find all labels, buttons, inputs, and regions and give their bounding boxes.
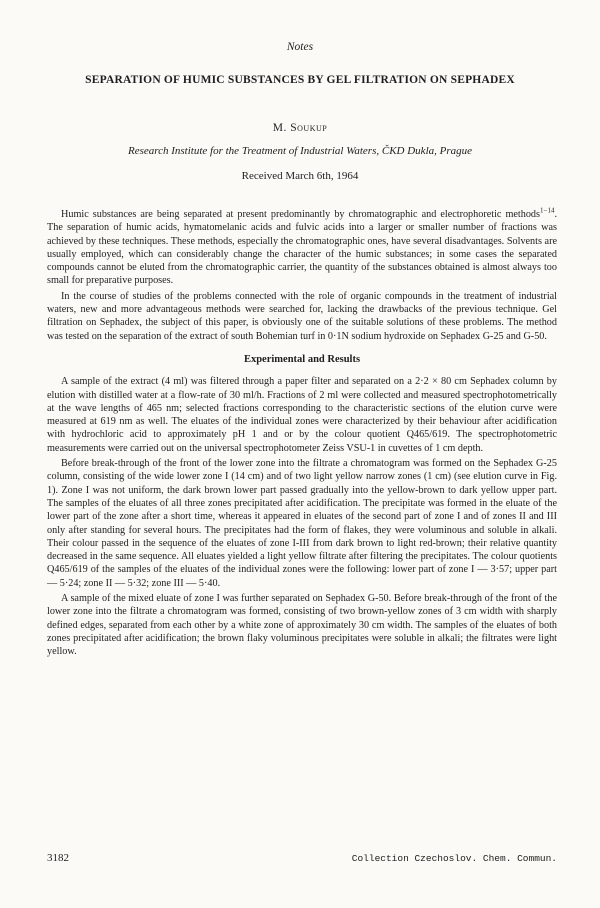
- intro-paragraph-1: [47, 208, 557, 288]
- results-paragraph-2: Before break-through of the front of the lower zone into the filtrate a chromatogram was formed on the Sephadex G-25 column, consisting of the wide lower zone I (14 cm) and of two light yellow narrow zones (1 cm) (see elution curve in Fig. 1). Zone I was not uniform, the dark brown lower part passed gradually into the yellow-brown to dark yellow upper part. The samples of the eluates of all three zones precipitated after acidification. The precipitate was formed in the eluate of the lower part of the zone after a short time, whereas it appeared in eluates of the second part of zone I and of zones II and III only after standing for several hours. The precipitates had the form of flakes, they were voluminous and soluble in alkali. Their colour passed in the sequence of the eluates of zone I-III from dark brown to light red-brown; their relative quantity decreased in the same sequence. All eluates yielded a light yellow filtrate after filtering the precipitates. The colour quotients Q465/619 of the samples of the eluates of the individual zones were the following: lower part of zone I — 3·57; upper part — 5·24; zone II — 5·32; zone III — 5·40.: [47, 458, 557, 589]
- article-title: SEPARATION OF HUMIC SUBSTANCES BY GEL FILTRATION ON SEPHADEX: [85, 74, 515, 86]
- intro-paragraph-1-rest: . The separation of humic acids, hymatomelanic acids and fulvic acids into a larger or smaller number of fractions was achieved by these techniques. These methods, especially the chromatographic ones, have several disadvantages. Solvents are usually employed, which can considerably change the character of the humic substances; in some cases the separated compounds cannot be eluted from the chromatographic carrier, the quantity of the substances obtained is almost always too small for preparative purposes.: [47, 209, 557, 287]
- page-footer: [47, 852, 557, 868]
- intro-paragraph-1-start: Humic substances are being separated at present predominantly by chromatographic and electrophoretic methods: [61, 209, 540, 220]
- intro-paragraph-2: In the course of studies of the problems connected with the role of organic compounds in the treatment of industrial waters, new and more advantageous methods were searched for, lacking the drawbacks of the previous technique. Gel filtration on Sephadex, the subject of this paper, is obviously one of the suitable solutions of these problems. The method was tested on the separation of the extract of south Bohemian turf in 0·1N sodium hydroxide on Sephadex G-25 and G-50.: [47, 290, 557, 342]
- page-number: 3182: [47, 852, 69, 864]
- section-heading: Experimental and Results: [243, 353, 361, 365]
- received-date: Received March 6th, 1964: [241, 170, 359, 182]
- results-paragraph-1: A sample of the extract (4 ml) was filtered through a paper filter and separated on a 2·2 × 80 cm Sephadex column by elution with distilled water at a flow-rate of 30 ml/h. Fractions of 2 ml were collected and measured spectrophotometrically at the wave lengths of 465 nm; selected fractions corresponding to the characteristic sections of the elution curve were measured at 619 nm as well. The eluates of the individual zones were characterized by their behaviour after acidification with hydrochloric acid to approximately pH 1 and or by the colour quotient Q465/619. The spectrophotometric measurements were carried out on the universal spectrophotometer Zeiss VSU-1 in cuvettes of 1 cm depth.: [47, 376, 557, 454]
- reference-superscript: 1−14: [540, 206, 555, 215]
- section-label: Notes: [286, 41, 314, 53]
- journal-name: Collection Czechoslov. Chem. Commun.: [351, 853, 557, 864]
- author-name: M. Soukup: [272, 122, 328, 134]
- author-affiliation: Research Institute for the Treatment of Industrial Waters, ČKD Dukla, Prague: [127, 145, 473, 157]
- results-paragraph-3: A sample of the mixed eluate of zone I was further separated on Sephadex G-50. Before break-through of the front of the lower zone into the filtrate a chromatogram was formed, consisting of two brown-yellow zones of 3 cm width with sharply defined edges, separated from each other by a white zone of approximately 30 cm width. The samples of the eluates of both zones precipitated after acidification; the brown flaky voluminous precipitates were soluble in alkali; the filtrates were light yellow.: [47, 593, 557, 658]
- article-body: [47, 208, 557, 661]
